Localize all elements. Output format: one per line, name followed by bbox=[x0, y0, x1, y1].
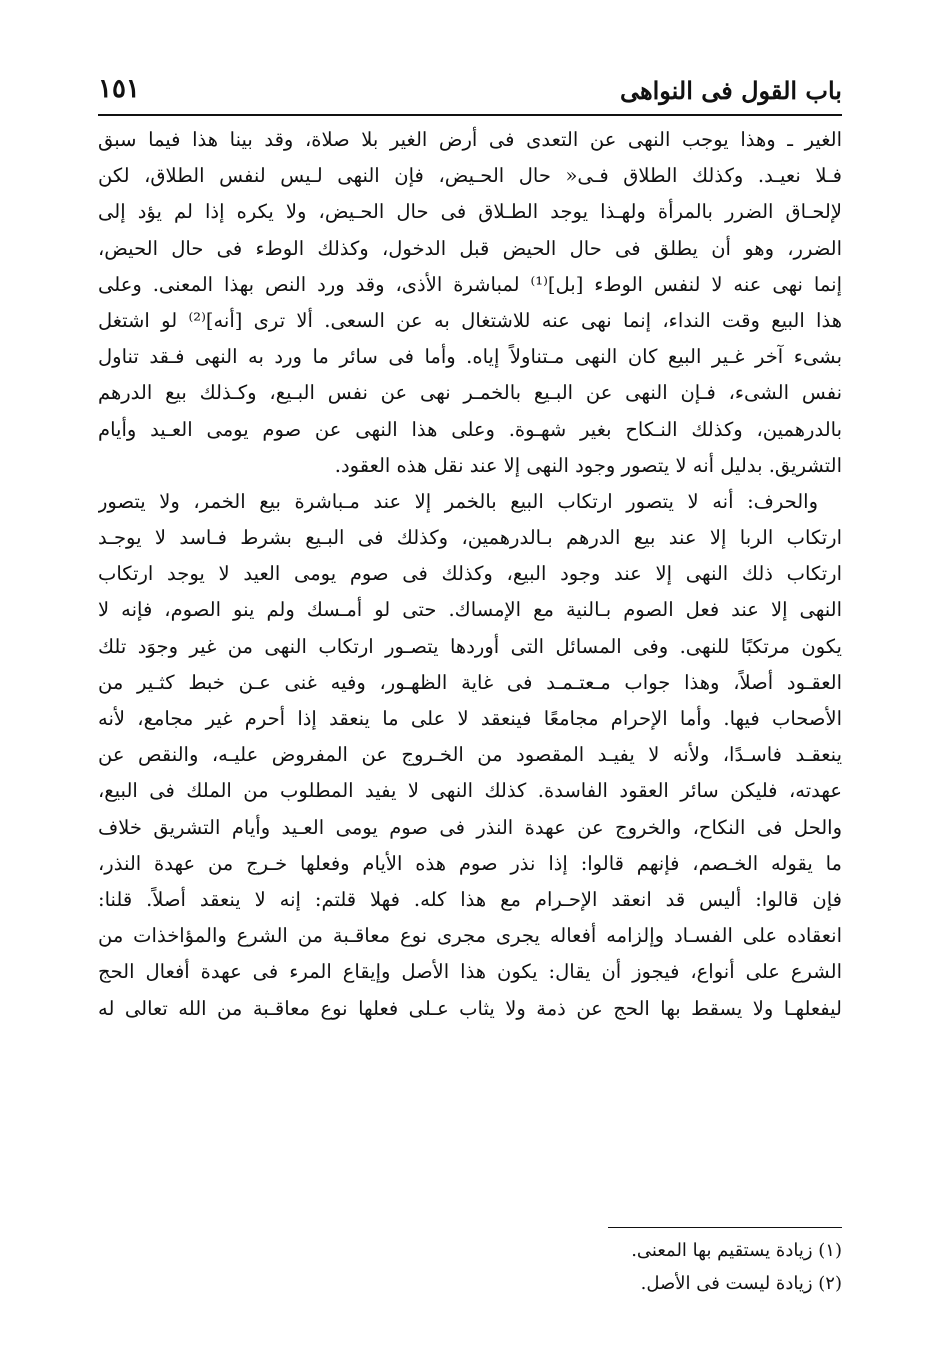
text-line: التشريق. بدليل أنه لا يتصور وجود النهى إلا عند نقل هذه العقود. bbox=[334, 453, 842, 477]
footnote: (١) زيادة يستقيم بها المعنى. bbox=[631, 1240, 842, 1261]
text-line: يكون مرتكبًا للنهى. وفى المسائل التى أوردها يتصـور ارتكاب النهى من غير وجوَد تلك bbox=[98, 634, 842, 658]
footnote: (٢) زيادة ليست فى الأصل. bbox=[640, 1273, 842, 1294]
text-line: ينعقـد فاسـدًا، ولأنه لا يفيـد المقصود من الخـروج عن المفروض عليـه، والنقص عن bbox=[98, 743, 842, 767]
text-line: نفس الشىء، فـإن النهى عن البـيع بالخمـر نهى عن نفس البـيع، وكـذلك بيع الدرهم bbox=[98, 381, 842, 405]
text-line: العقـود أصلاً، وهذا جواب مـعتـمـد فى غاية الظهـور، وفيه غنى عـن خبط كثـير من bbox=[98, 670, 842, 694]
text-line: والحرف: أنه لا يتصور ارتكاب البيع بالخمر إلا عند مـباشرة بيع الخمر، ولا يتصور bbox=[98, 489, 818, 513]
body-text bbox=[98, 122, 842, 1027]
header-rule bbox=[98, 114, 842, 116]
text-line: بشىء آخر غـير البيع كان النهى مـتناولاً إياه. وأما فى سائر ما ورد به النهى فـقد تناول bbox=[98, 345, 842, 369]
text-line: النهى إلا عند فعل الصوم بـالنية مع الإمساك. حتى لو أمـسك ولم ينو الصوم، فإنه لا bbox=[98, 598, 842, 622]
running-title: باب القول فى النواهى bbox=[619, 76, 842, 105]
page-number: ١٥١ bbox=[98, 74, 140, 104]
text-line: عهدته، فليكن سائر العقود الفاسدة. كذلك النهى لا يفيد المطلوب من الملك فى البيع، bbox=[98, 779, 842, 803]
text-line: ارتكاب ذلك النهى إلا عند وجود البيع، وكذلك فى صوم يومى العيد لا يوجد ارتكاب bbox=[98, 562, 842, 586]
text-line: هذا البيع وقت النداء، إنما نهى عنه للاشتغال به عن السعى. ألا ترى [أنه]⁽²⁾ لو اشتغل bbox=[98, 308, 842, 332]
text-line: الأصحاب فيها. وأما الإحرام مجامعًا فينعقد لا على ما ينعقد إذا أحرم غير مجامع، لأنه bbox=[98, 707, 842, 730]
text-line: ما يقوله الخـصم، فإنهم قالوا: إذا نذر صوم هذه الأيام وفعلها خـرج من عهدة النذر، bbox=[98, 851, 842, 875]
text-line: الضرر، وهو أن يطلق فى حال الحيض قبل الدخول، وكذلك الوطء فى حال الحيض، bbox=[98, 236, 842, 260]
text-line: الغير ـ وهذا يوجب النهى عن التعدى فى أرض الغير بلا صلاة، وقد بينا هذا فيما سبق bbox=[98, 128, 842, 151]
text-line: انعقاده على الفسـاد وإلزامه أفعاله يجرى مجرى نوع معاقـبة من الشرع والمؤاخذات من bbox=[98, 924, 842, 948]
footnote-rule bbox=[608, 1227, 842, 1228]
text-line: ارتكاب الربا إلا عند بيع الدرهم بـالدرهمين، وكذلك فى البـيع بشرط فـاسد لا يوجـد bbox=[98, 526, 842, 550]
text-line: فإن قالوا: أليس قد انعقد الإحـرام مع هذا كله. فهلا قلتم: إنه لا ينعقد أصلاً. قلنا: bbox=[98, 887, 842, 911]
text-line: الشرع على أنواع، فيجوز أن يقال: يكون هذا الأصل وإيقاع المرء فى عهدة أفعال الحج bbox=[98, 960, 842, 984]
text-line: ليفعلهـا ولا يسقط بها الحج عن ذمة ولا يثاب عـلى فعلها نوع معاقـبة من الله تعالى له bbox=[98, 996, 842, 1020]
text-line: إنما نهى عنه لا لنفس الوطء [بل]⁽¹⁾ لمباشرة الأذى، وقد ورد النص بهذا المعنى. وعلى bbox=[98, 272, 842, 296]
text-line: والحل فى النكاح، والخروج عن عهدة النذر فى صوم يومى العـيد وأيام التشريق خلاف bbox=[98, 815, 842, 839]
page-header bbox=[98, 72, 842, 112]
text-line: فـلا نعيـد. وكذلك الطلاق فـى« حال الحـيض، فإن النهى لـيس لنفس الطلاق، لكن bbox=[98, 164, 842, 188]
footnotes bbox=[98, 1234, 842, 1300]
text-line: لإلحـاق الضرر بالمرأة ولهـذا يوجد الطـلاق فى حال الحـيض، ولا يكره إذا لم يؤد إلى bbox=[98, 200, 842, 224]
text-line: بالدرهمين، وكذلك النـكاح بغير شهـوة. وعلى هذا النهى عن صوم يومى العـيد وأيام bbox=[98, 417, 842, 441]
